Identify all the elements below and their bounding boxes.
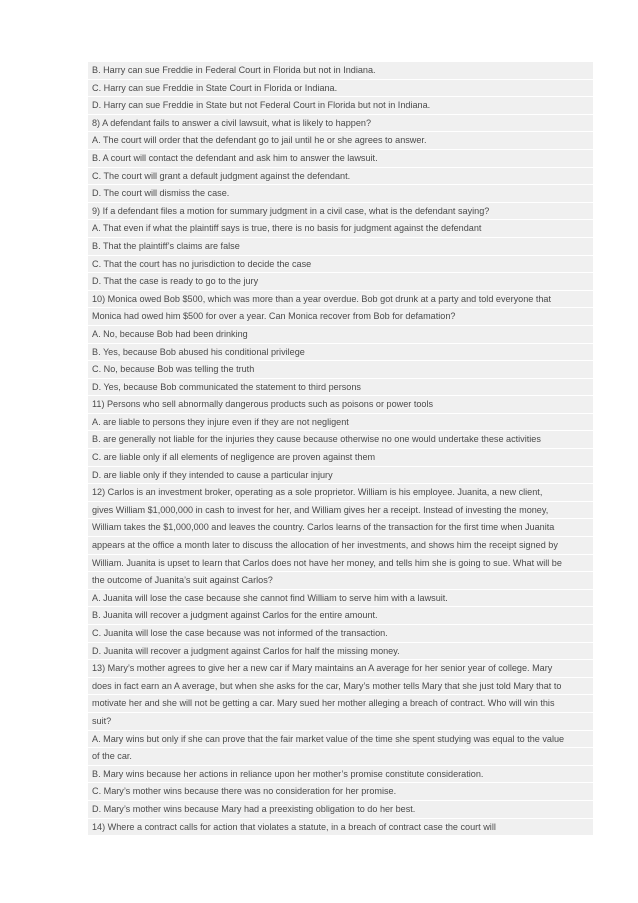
text-line: 13) Mary’s mother agrees to give her a new car if Mary maintains an A average for her senior year of college. Mary — [88, 660, 593, 678]
text-line: A. The court will order that the defendant go to jail until he or she agrees to answer. — [88, 132, 593, 150]
text-body — [88, 62, 593, 836]
text-line: D. Juanita will recover a judgment against Carlos for half the missing money. — [88, 643, 593, 661]
text-line: does in fact earn an A average, but when she asks for the car, Mary’s mother tells Mary that she just told Mary that to — [88, 678, 593, 696]
text-line: A. are liable to persons they injure even if they are not negligent — [88, 414, 593, 432]
text-line: the outcome of Juanita’s suit against Carlos? — [88, 572, 593, 590]
text-line: A. Juanita will lose the case because she cannot find William to serve him with a lawsuit. — [88, 590, 593, 608]
text-line: D. Harry can sue Freddie in State but not Federal Court in Florida but not in Indiana. — [88, 97, 593, 115]
text-line: A. No, because Bob had been drinking — [88, 326, 593, 344]
text-line: of the car. — [88, 748, 593, 766]
text-line: 9) If a defendant files a motion for summary judgment in a civil case, what is the defendant saying? — [88, 203, 593, 221]
text-line: 10) Monica owed Bob $500, which was more than a year overdue. Bob got drunk at a party and told everyone that — [88, 291, 593, 309]
text-line: C. That the court has no jurisdiction to decide the case — [88, 256, 593, 274]
text-line: C. are liable only if all elements of negligence are proven against them — [88, 449, 593, 467]
text-line: C. Harry can sue Freddie in State Court in Florida or Indiana. — [88, 80, 593, 98]
text-line: A. Mary wins but only if she can prove that the fair market value of the time she spent studying was equal to the value — [88, 731, 593, 749]
text-line: motivate her and she will not be getting a car. Mary sued her mother alleging a breach of contract. Who will win this — [88, 695, 593, 713]
text-line: B. Mary wins because her actions in reliance upon her mother’s promise constitute consideration. — [88, 766, 593, 784]
text-line: Monica had owed him $500 for over a year. Can Monica recover from Bob for defamation? — [88, 308, 593, 326]
text-line: B. Juanita will recover a judgment against Carlos for the entire amount. — [88, 607, 593, 625]
text-line: C. The court will grant a default judgment against the defendant. — [88, 168, 593, 186]
text-line: C. Mary’s mother wins because there was no consideration for her promise. — [88, 783, 593, 801]
text-line: A. That even if what the plaintiff says is true, there is no basis for judgment against the defendant — [88, 220, 593, 238]
text-line: 8) A defendant fails to answer a civil lawsuit, what is likely to happen? — [88, 115, 593, 133]
text-line: B. Harry can sue Freddie in Federal Court in Florida but not in Indiana. — [88, 62, 593, 80]
text-line: D. Mary’s mother wins because Mary had a preexisting obligation to do her best. — [88, 801, 593, 819]
text-line: William. Juanita is upset to learn that Carlos does not have her money, and tells him she is going to sue. What will be — [88, 555, 593, 573]
text-line: appears at the office a month later to discuss the allocation of her investments, and shows him the receipt signed by — [88, 537, 593, 555]
text-line: B. Yes, because Bob abused his conditional privilege — [88, 344, 593, 362]
text-line: D. are liable only if they intended to cause a particular injury — [88, 467, 593, 485]
text-line: D. The court will dismiss the case. — [88, 185, 593, 203]
text-line: 12) Carlos is an investment broker, operating as a sole proprietor. William is his employee. Juanita, a new client, — [88, 484, 593, 502]
text-line: D. That the case is ready to go to the jury — [88, 273, 593, 291]
text-line: C. Juanita will lose the case because was not informed of the transaction. — [88, 625, 593, 643]
text-line: suit? — [88, 713, 593, 731]
text-line: 14) Where a contract calls for action that violates a statute, in a breach of contract case the court will — [88, 819, 593, 837]
text-line: gives William $1,000,000 in cash to invest for her, and William gives her a receipt. Instead of investing the money, — [88, 502, 593, 520]
text-line: 11) Persons who sell abnormally dangerous products such as poisons or power tools — [88, 396, 593, 414]
text-line: William takes the $1,000,000 and leaves the country. Carlos learns of the transaction for the first time when Juanita — [88, 519, 593, 537]
text-line: C. No, because Bob was telling the truth — [88, 361, 593, 379]
text-line: B. That the plaintiff’s claims are false — [88, 238, 593, 256]
text-line: D. Yes, because Bob communicated the statement to third persons — [88, 379, 593, 397]
text-line: B. A court will contact the defendant and ask him to answer the lawsuit. — [88, 150, 593, 168]
text-line: B. are generally not liable for the injuries they cause because otherwise no one would undertake these activities — [88, 431, 593, 449]
